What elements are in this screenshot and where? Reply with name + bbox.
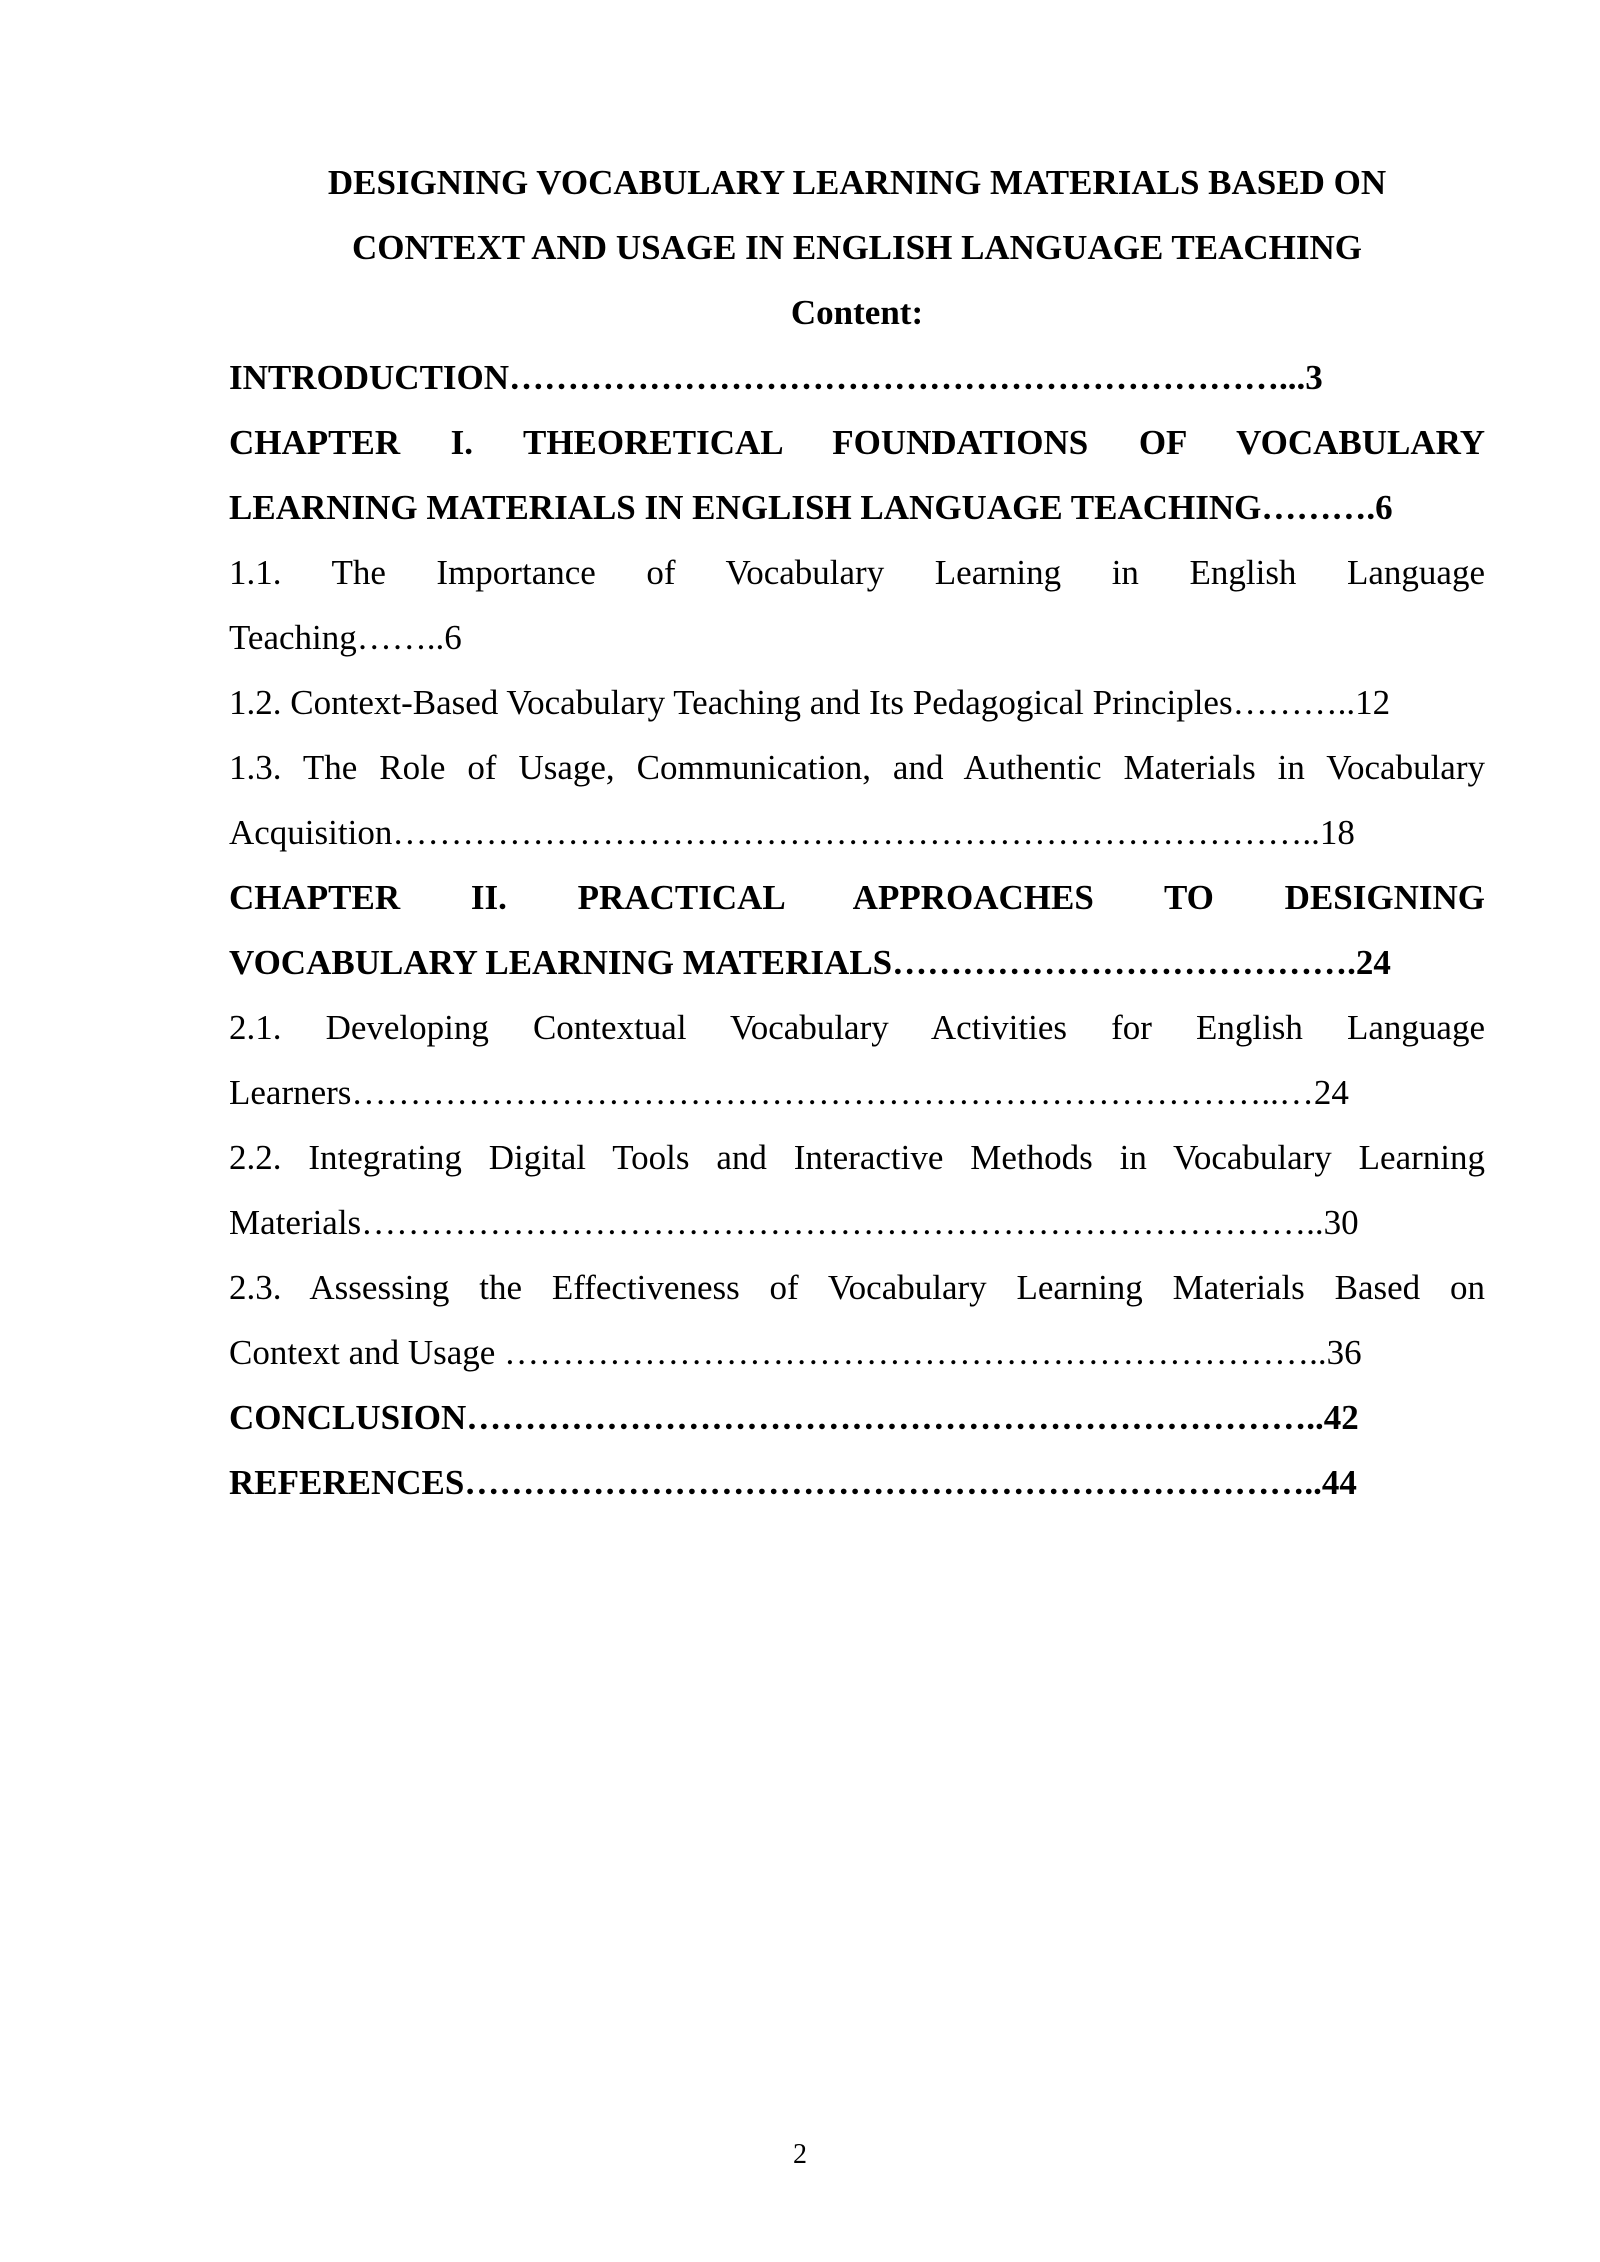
toc-entry-2-2 <box>229 1125 1485 1255</box>
toc-entry-1-3-line-2: Acquisition……………………………………………………………………..18 <box>229 813 1355 852</box>
document-title-line-2: CONTEXT AND USAGE IN ENGLISH LANGUAGE TEACHING <box>351 228 1363 267</box>
toc-entry-1-2: 1.2. Context-Based Vocabulary Teaching and Its Pedagogical Principles………..12 <box>229 683 1391 722</box>
table-of-contents <box>229 150 1485 1515</box>
page-number: 2 <box>793 2139 807 2170</box>
toc-entry-1-1 <box>229 540 1485 670</box>
toc-entry-2-3-line-1: 2.3. Assessing the Effectiveness of Vocabulary Learning Materials Based on <box>229 1268 1485 1307</box>
toc-entry-conclusion: CONCLUSION………………………………………………………………..42 <box>229 1398 1359 1437</box>
toc-entry-2-1 <box>229 995 1485 1125</box>
toc-entry-2-2-line-2: Materials………………………………………………………………………..30 <box>229 1203 1359 1242</box>
toc-entry-1-1-line-2: Teaching……..6 <box>229 618 462 657</box>
toc-entry-2-3-line-2: Context and Usage ……………………………………………………………..36 <box>229 1333 1362 1372</box>
toc-entry-chapter-1-line-1: CHAPTER I. THEORETICAL FOUNDATIONS OF VOCABULARY <box>229 423 1485 462</box>
content-heading: Content: <box>790 293 924 332</box>
toc-entry-chapter-2 <box>229 865 1485 995</box>
toc-entry-2-3 <box>229 1255 1485 1385</box>
toc-entry-1-3 <box>229 735 1485 865</box>
toc-entry-chapter-1-line-2: LEARNING MATERIALS IN ENGLISH LANGUAGE TEACHING……….6 <box>229 488 1393 527</box>
toc-entry-2-1-line-2: Learners……………………………………………………………………..…24 <box>229 1073 1349 1112</box>
toc-entry-chapter-2-line-1: CHAPTER II. PRACTICAL APPROACHES TO DESIGNING <box>229 878 1485 917</box>
toc-entry-references: REFERENCES………………………………………………………………..44 <box>229 1463 1357 1502</box>
toc-entry-introduction: INTRODUCTION…………………………………………………………...3 <box>229 358 1323 397</box>
toc-entry-chapter-1 <box>229 410 1485 540</box>
toc-entry-1-3-line-1: 1.3. The Role of Usage, Communication, and Authentic Materials in Vocabulary <box>229 748 1485 787</box>
toc-entry-1-1-line-1: 1.1. The Importance of Vocabulary Learning in English Language <box>229 553 1485 592</box>
toc-entry-2-2-line-1: 2.2. Integrating Digital Tools and Interactive Methods in Vocabulary Learning <box>229 1138 1485 1177</box>
toc-entry-chapter-2-line-2: VOCABULARY LEARNING MATERIALS………………………………….24 <box>229 943 1391 982</box>
toc-entry-2-1-line-1: 2.1. Developing Contextual Vocabulary Activities for English Language <box>229 1008 1485 1047</box>
document-title-line-1: DESIGNING VOCABULARY LEARNING MATERIALS BASED ON <box>327 163 1387 202</box>
